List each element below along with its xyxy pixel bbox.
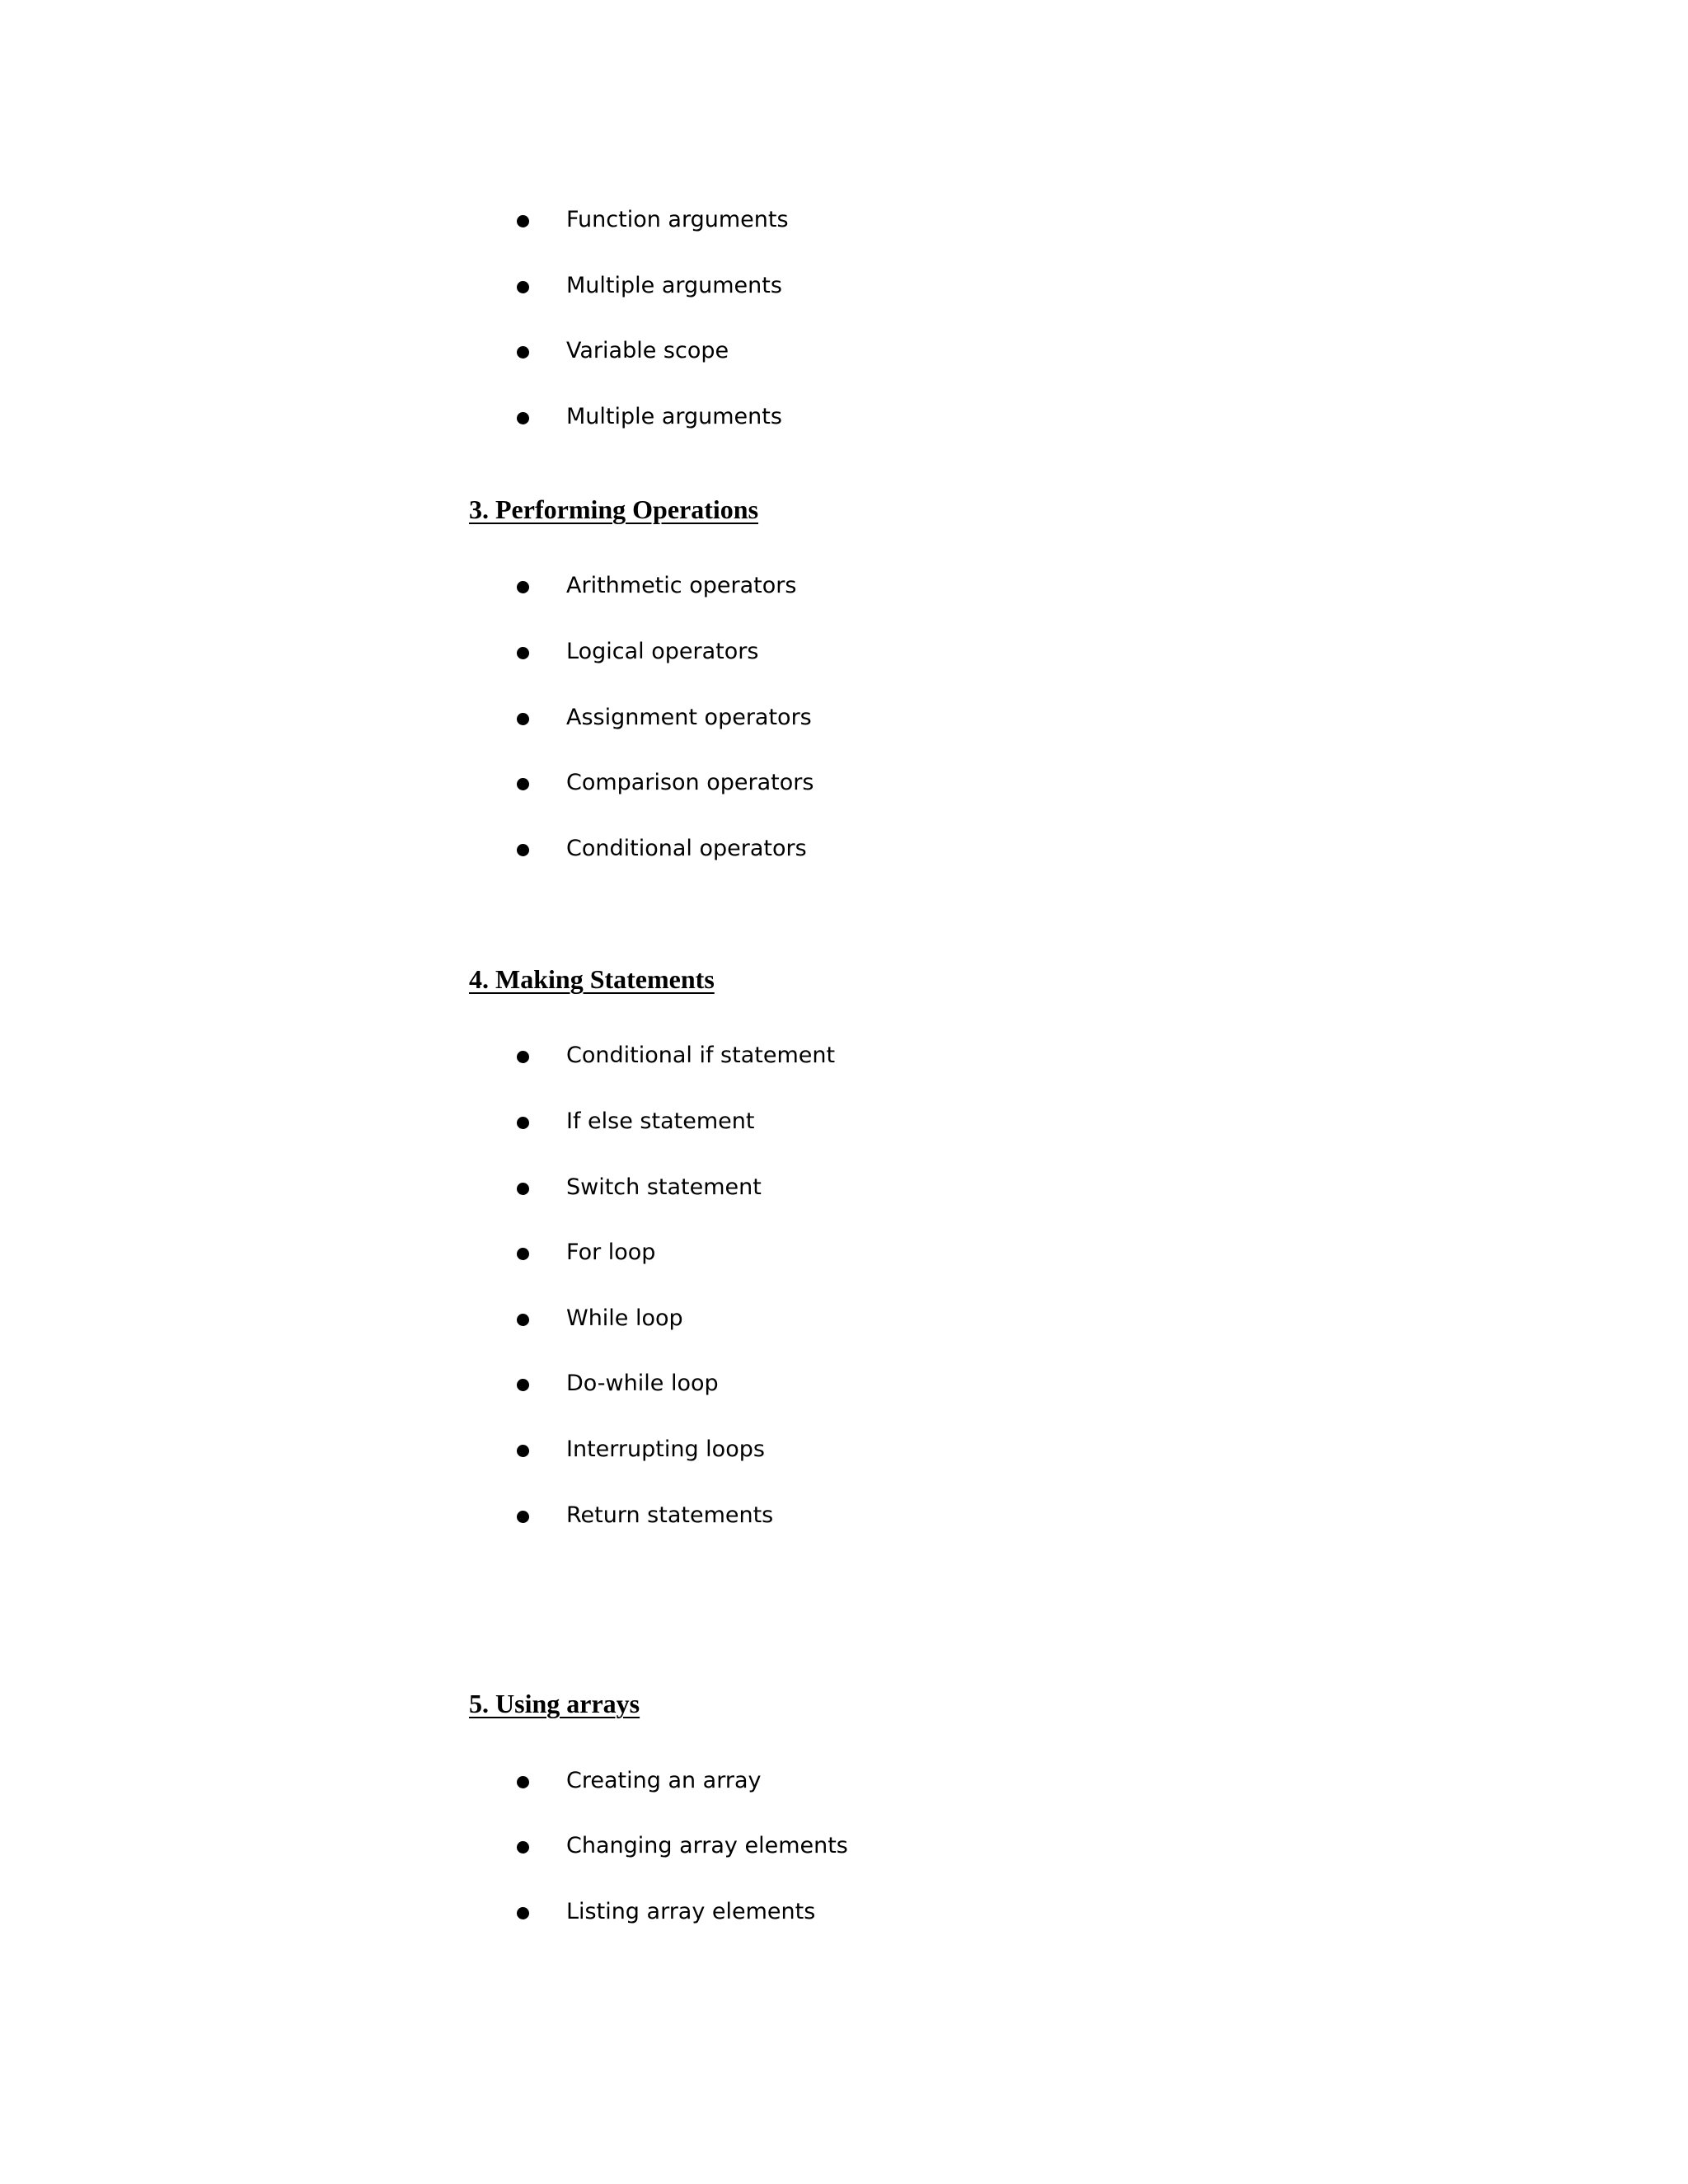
bullet-icon: [517, 1511, 529, 1523]
list-item-label: Interrupting loops: [566, 1436, 765, 1462]
list-item-label: Changing array elements: [566, 1833, 848, 1858]
bullet-icon: [517, 1051, 529, 1063]
bullet-icon: [517, 412, 529, 424]
list-item-label: Conditional operators: [566, 836, 807, 861]
list-item-label: While loop: [566, 1305, 683, 1331]
bullet-icon: [517, 1841, 529, 1854]
bullet-icon: [517, 1248, 529, 1260]
section-heading-making-statements: 4. Making Statements: [469, 964, 715, 994]
bullet-icon: [517, 581, 529, 593]
bullet-icon: [517, 647, 529, 659]
bullet-icon: [517, 1183, 529, 1195]
bullet-icon: [517, 1776, 529, 1788]
list-item-label: Assignment operators: [566, 705, 812, 730]
list-item-label: Multiple arguments: [566, 404, 782, 429]
list-item-label: Listing array elements: [566, 1899, 816, 1924]
bullet-icon: [517, 281, 529, 293]
section-heading-performing-operations: 3. Performing Operations: [469, 494, 759, 524]
bullet-icon: [517, 346, 529, 359]
bullet-icon: [517, 1314, 529, 1326]
bullet-icon: [517, 713, 529, 725]
bullet-icon: [517, 778, 529, 790]
list-item-label: If else statement: [566, 1108, 755, 1134]
list-item-label: Variable scope: [566, 338, 729, 363]
list-item-label: Arithmetic operators: [566, 573, 797, 598]
bullet-icon: [517, 1907, 529, 1919]
section-heading-using-arrays: 5. Using arrays: [469, 1689, 640, 1718]
bullet-icon: [517, 1117, 529, 1129]
bullet-icon: [517, 1445, 529, 1457]
list-item-label: Switch statement: [566, 1174, 762, 1200]
list-item-label: Function arguments: [566, 207, 789, 232]
list-item-label: Comparison operators: [566, 770, 814, 795]
list-item-label: Conditional if statement: [566, 1043, 836, 1068]
list-item-label: Multiple arguments: [566, 273, 782, 298]
bullet-icon: [517, 844, 529, 856]
list-item-label: Logical operators: [566, 639, 759, 664]
bullet-icon: [517, 215, 529, 227]
list-item-label: For loop: [566, 1240, 656, 1265]
bullet-icon: [517, 1379, 529, 1391]
list-item-label: Do-while loop: [566, 1371, 719, 1396]
list-item-label: Return statements: [566, 1502, 774, 1528]
list-item-label: Creating an array: [566, 1768, 762, 1793]
